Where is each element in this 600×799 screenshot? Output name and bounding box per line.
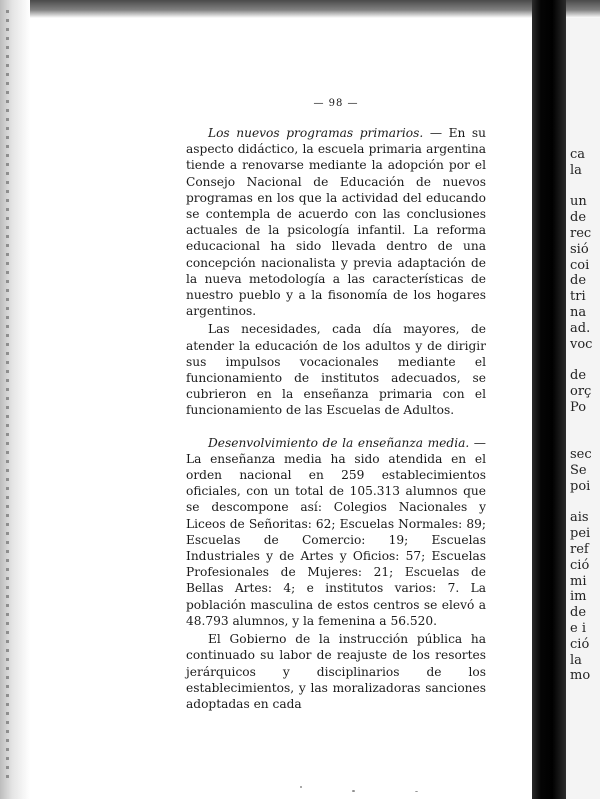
facing-page-line: ref [570, 542, 589, 557]
facing-page-line: rec [570, 226, 592, 241]
facing-page-line: e i [570, 621, 586, 636]
facing-page-line: ais [570, 510, 589, 526]
facing-page-line: de [570, 368, 587, 384]
facing-page-line: ad. [570, 320, 591, 336]
facing-page-line: pei [570, 526, 591, 542]
facing-page-line: de [570, 605, 587, 621]
facing-page-line: coi [570, 257, 590, 273]
facing-page-line: poi [570, 478, 591, 494]
paragraph-text: — En su aspecto didáctico, la escuela primaria argentina tiende a renovarse mediante la adopción por el Consejo Nacional de Educación de nuevos programas en los que la actividad del educando se contempla de acuerdo con las conclusiones actuales de la psicología infantil. La reforma educacional ha sido llevada dentro de una concepción nacionalista y previa adaptación de la nueva metodología a las características de nuestro pueblo y a la fisonomía de los hogares argentinos. [186, 126, 486, 319]
section-heading-ensenanza-media: Desenvolvimiento de la enseñanza media. [208, 435, 470, 450]
left-page-edge [0, 0, 30, 799]
facing-page-line: na [570, 305, 587, 320]
book-page [186, 98, 486, 712]
paragraph-gobierno-instruccion [186, 631, 486, 712]
facing-page-line: voc [570, 336, 593, 352]
top-scan-shadow [30, 0, 600, 18]
scan-speck [415, 791, 418, 792]
facing-page-line: la [570, 652, 582, 668]
scan-speck [300, 786, 302, 788]
facing-page-line: ció [570, 636, 590, 652]
paragraph-escuelas-adultos [186, 321, 486, 418]
facing-page-line: mo [570, 668, 591, 684]
paragraph-text: Las necesidades, cada día mayores, de atender la educación de los adultos y de dirigir sus impulsos vocacionales mediante el funcionamiento de institutos adecuados, se cubrieron en la enseñanza primaria con el funcionamiento de las Escuelas de Adultos. [186, 322, 486, 418]
section-heading-nuevos-programas: Los nuevos programas primarios. [208, 126, 424, 140]
paragraph-text: — La enseñanza media ha sido atendida en el orden nacional en 259 establecimientos oficiales, con un total de 105.313 alumnos que se descompone así: Colegios Nacionales y Liceos de Señoritas: 62; Escuelas Normales: 89; Escuelas de Comercio: 19; Escuelas Industriales y de Artes y Oficios: 57; Escuelas Profesionales de Mujeres: 21; Escuelas de Bellas Artes: 4; e institutos varios: 7. La población masculina de estos centros se elevó a 48.793 alumnos, y la femenina a 56.520. [186, 435, 486, 628]
facing-page-line: Se [570, 463, 587, 478]
paragraph-ensenanza-media [186, 435, 486, 629]
facing-page-line: de [570, 210, 587, 226]
facing-page-line: sió [570, 241, 589, 257]
facing-page-line: im [570, 589, 587, 605]
facing-page-line: ca [570, 147, 586, 162]
facing-page-fragment [566, 18, 600, 799]
scan-speck [352, 790, 355, 792]
page-number: — 98 — [313, 98, 359, 109]
facing-page-line: mi [570, 573, 587, 589]
book-spine-shadow [532, 0, 566, 799]
facing-page-line: tri [570, 289, 586, 305]
facing-page-line: Po [570, 399, 587, 415]
facing-page-line: un [570, 194, 587, 210]
paragraph-nuevos-programas [186, 125, 486, 319]
facing-page-line: orç [570, 384, 592, 399]
section-spacer [186, 419, 486, 435]
paragraph-text: El Gobierno de la instrucción pública ha continuado su labor de reajuste de los resortes jerárquicos y disciplinarios de los establecimientos, y las moralizadoras sanciones adoptadas en cada [186, 632, 486, 711]
facing-page-line: de [570, 273, 587, 289]
facing-page-line: sec [570, 447, 592, 463]
facing-page-line: la [570, 162, 582, 178]
facing-page-line: ció [570, 557, 590, 573]
